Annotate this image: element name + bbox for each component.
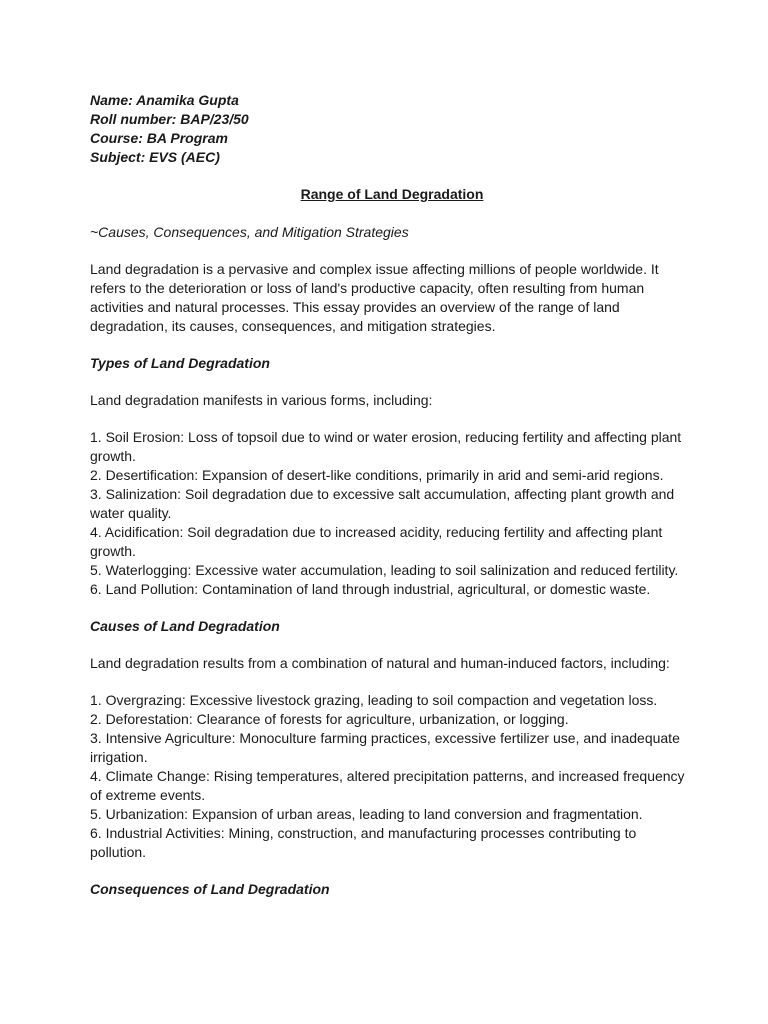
document-header [90,91,690,167]
list-item: 2. Deforestation: Clearance of forests for agriculture, urbanization, or logging. [90,711,569,727]
document-title: Range of Land Degradation [300,186,484,202]
list-item: 4. Climate Change: Rising temperatures, altered precipitation patterns, and increased frequency of extreme events. [90,768,685,803]
causes-heading: Causes of Land Degradation [90,618,280,634]
course-name: Course: BA Program [90,130,228,146]
list-item: 6. Industrial Activities: Mining, construction, and manufacturing processes contributing to pollution. [90,825,637,860]
roll-number: Roll number: BAP/23/50 [90,111,249,127]
types-lead: Land degradation manifests in various forms, including: [90,392,433,408]
causes-lead: Land degradation results from a combination of natural and human-induced factors, including: [90,655,670,671]
list-item: 5. Urbanization: Expansion of urban areas, leading to land conversion and fragmentation. [90,806,643,822]
document-page [90,91,690,899]
list-item: 6. Land Pollution: Contamination of land through industrial, agricultural, or domestic waste. [90,581,651,597]
causes-list [90,691,690,862]
types-heading: Types of Land Degradation [90,355,270,371]
types-list [90,428,690,599]
student-name: Name: Anamika Gupta [90,92,239,108]
document-subtitle: ~Causes, Consequences, and Mitigation Strategies [90,224,409,240]
list-item: 4. Acidification: Soil degradation due to increased acidity, reducing fertility and affecting plant growth. [90,524,663,559]
list-item: 1. Soil Erosion: Loss of topsoil due to wind or water erosion, reducing fertility and affecting plant growth. [90,429,682,464]
list-item: 3. Salinization: Soil degradation due to excessive salt accumulation, affecting plant growth and water quality. [90,486,675,521]
list-item: 5. Waterlogging: Excessive water accumulation, leading to soil salinization and reduced fertility. [90,562,679,578]
consequences-heading: Consequences of Land Degradation [90,881,330,897]
subject-name: Subject: EVS (AEC) [90,149,220,165]
list-item: 3. Intensive Agriculture: Monoculture farming practices, excessive fertilizer use, and inadequate irrigation. [90,730,680,765]
intro-paragraph: Land degradation is a pervasive and complex issue affecting millions of people worldwide. It refers to the deterioration or loss of land's productive capacity, often resulting from human activities and natural processes. This essay provides an overview of the range of land degradation, its causes, consequences, and mitigation strategies. [90,261,659,334]
list-item: 1. Overgrazing: Excessive livestock grazing, leading to soil compaction and vegetation loss. [90,692,658,708]
list-item: 2. Desertification: Expansion of desert-like conditions, primarily in arid and semi-arid regions. [90,467,664,483]
